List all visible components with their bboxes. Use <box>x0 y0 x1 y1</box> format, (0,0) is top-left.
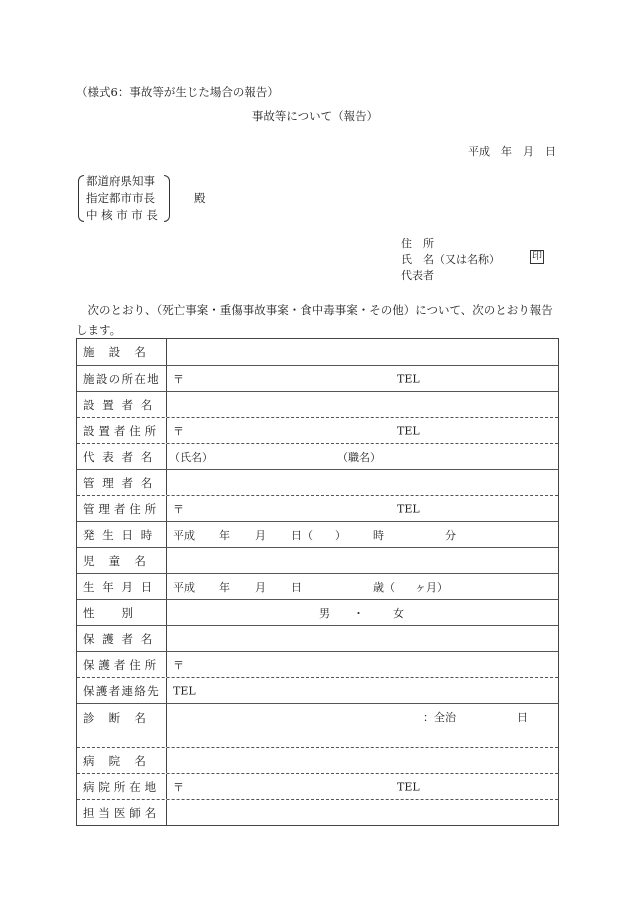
label-char: 所 <box>121 371 133 386</box>
label-char: 当 <box>98 805 110 820</box>
field-label <box>77 418 167 443</box>
label-char: 理 <box>98 501 110 516</box>
table-row <box>77 799 558 825</box>
label-char: 住 <box>129 501 141 516</box>
table-row <box>77 469 558 495</box>
field-value-hint: （氏名） <box>169 450 213 464</box>
label-char: 住 <box>129 657 141 672</box>
field-label-text <box>83 553 160 569</box>
field-value-input[interactable] <box>167 339 558 365</box>
field-value-input[interactable] <box>167 678 558 703</box>
field-value-hint: 平成 <box>173 580 195 594</box>
field-label <box>77 392 167 417</box>
label-char: 地 <box>144 779 157 794</box>
table-row <box>77 703 558 747</box>
field-value-input[interactable] <box>167 522 558 547</box>
field-value-input[interactable] <box>167 748 558 773</box>
field-value-hint: TEL <box>397 780 420 793</box>
label-char: 童 <box>108 553 121 568</box>
field-label <box>77 652 167 677</box>
field-label-text <box>83 423 160 439</box>
table-row <box>77 521 558 547</box>
label-char: 保 <box>83 657 95 672</box>
field-label-text <box>83 753 160 769</box>
field-value-hint: 年 <box>219 528 230 542</box>
recipient-line: 中核市市長 <box>86 208 162 222</box>
field-value-hint: 時 <box>373 528 384 542</box>
field-value-hint: TEL <box>397 372 420 385</box>
table-row <box>77 547 558 573</box>
field-value-hint: 〒 <box>173 780 184 794</box>
field-value-input[interactable] <box>167 470 558 495</box>
label-char: 先 <box>147 683 159 698</box>
field-label-text <box>83 657 160 673</box>
label-char: 者 <box>108 683 121 698</box>
label-char: 設 <box>83 397 95 412</box>
field-label <box>77 522 167 547</box>
label-char: 設 <box>83 423 95 438</box>
field-value-input[interactable] <box>167 704 558 747</box>
field-value-hint: 月 <box>255 528 266 542</box>
label-char: 名 <box>134 345 146 359</box>
label-char: 住 <box>129 423 141 438</box>
label-char: 所 <box>144 657 157 672</box>
label-char: 名 <box>144 805 157 820</box>
label-char: 院 <box>98 779 110 794</box>
label-char: 名 <box>134 553 146 568</box>
field-label-text <box>83 779 160 795</box>
label-char: 生 <box>102 527 114 542</box>
label-char: 担 <box>83 805 95 820</box>
label-char: 所 <box>144 423 157 438</box>
field-label <box>77 496 167 521</box>
label-char: 施 <box>83 371 95 386</box>
field-value-hint: ・ <box>353 606 364 620</box>
field-label <box>77 444 167 469</box>
label-char: 性 <box>83 605 95 620</box>
field-value-input[interactable] <box>167 626 558 651</box>
field-value-input[interactable] <box>167 574 558 599</box>
field-label <box>77 774 167 799</box>
label-char: 名 <box>140 475 153 490</box>
label-char: 名 <box>140 449 153 464</box>
field-label <box>77 366 167 391</box>
field-value-hint: TEL <box>173 684 196 697</box>
document-title: 事故等について（報告） <box>251 109 379 123</box>
field-value-hint: 〒 <box>173 372 184 386</box>
label-char: 名 <box>140 397 153 412</box>
field-value-hint: 男 <box>319 606 330 620</box>
label-char: 在 <box>134 371 146 386</box>
field-value-input[interactable] <box>167 774 558 799</box>
field-value-input[interactable] <box>167 600 558 625</box>
label-char: 日 <box>121 527 133 542</box>
label-char: 者 <box>121 475 133 490</box>
form-number-label: （様式6：事故等が生じた場合の報告） <box>76 85 279 99</box>
label-char: 者 <box>121 449 133 464</box>
label-char: 断 <box>108 711 121 725</box>
label-char: 保 <box>83 631 95 646</box>
field-label <box>77 470 167 495</box>
label-char: 護 <box>95 683 108 698</box>
label-char: 年 <box>102 579 114 594</box>
seal-mark: 印 <box>532 251 542 262</box>
recipient-line: 指定都市市長 <box>86 191 155 205</box>
label-char: 者 <box>113 423 126 438</box>
sender-address-label: 住 所 <box>401 237 434 250</box>
field-value-hint: TEL <box>397 424 420 437</box>
field-label-text <box>83 475 160 491</box>
label-char: 施 <box>83 345 95 359</box>
field-label-text <box>83 605 160 621</box>
table-row <box>77 625 558 651</box>
field-label-text <box>83 449 160 465</box>
label-char: 所 <box>144 501 157 516</box>
label-char: 所 <box>113 779 126 794</box>
field-value-hint: 月 <box>255 580 266 594</box>
label-char: 月 <box>121 579 133 594</box>
intro-paragraph: 次のとおり、（死亡事案・重傷事故事案・食中毒事案・その他）について、次のとおり報告します。 <box>76 303 553 337</box>
field-label-text <box>83 683 160 699</box>
table-row <box>77 391 558 417</box>
label-char: 発 <box>83 527 95 542</box>
field-value-hint: 年 <box>219 580 230 594</box>
label-char: 設 <box>95 371 108 386</box>
field-value-input[interactable] <box>167 444 558 469</box>
table-row <box>77 365 558 391</box>
field-value-hint: 女 <box>393 606 404 620</box>
field-label-text <box>83 710 160 726</box>
table-row <box>77 495 558 521</box>
report-form-table <box>76 338 559 826</box>
label-char: 病 <box>83 779 95 794</box>
label-char: 代 <box>83 449 95 464</box>
table-row <box>77 651 558 677</box>
recipient-bracket <box>78 173 170 224</box>
report-date: 平成 年 月 日 <box>468 145 556 158</box>
label-char: 者 <box>113 657 126 672</box>
recipient-block <box>78 173 170 224</box>
field-label-text <box>83 579 160 595</box>
field-value-input[interactable] <box>167 800 558 825</box>
label-char: 地 <box>147 371 159 386</box>
field-label <box>77 339 167 365</box>
label-char: 連 <box>121 683 133 698</box>
field-value-input[interactable] <box>167 418 558 443</box>
table-row <box>77 417 558 443</box>
recipient-line: 都道府県知事 <box>86 174 155 188</box>
label-char: 護 <box>102 631 114 646</box>
label-char: 病 <box>83 753 95 768</box>
label-char: 師 <box>129 805 141 820</box>
field-value-hint: 〒 <box>173 502 184 516</box>
field-label <box>77 800 167 825</box>
field-label-text <box>83 501 160 517</box>
label-char: 置 <box>98 423 110 438</box>
field-label-text <box>83 371 160 387</box>
field-label <box>77 626 167 651</box>
table-row <box>77 773 558 799</box>
field-value-input[interactable] <box>167 496 558 521</box>
table-row <box>77 573 558 599</box>
field-value-input[interactable] <box>167 392 558 417</box>
honorific: 殿 <box>194 191 206 205</box>
sender-block <box>401 236 500 284</box>
label-char: 理 <box>102 475 114 490</box>
field-value-hint: 分 <box>445 528 456 542</box>
field-label <box>77 704 167 747</box>
field-value-hint: 〒 <box>173 424 184 438</box>
label-char: 名 <box>140 631 153 646</box>
field-label <box>77 548 167 573</box>
label-char: 設 <box>108 345 121 359</box>
field-label-text <box>83 805 160 821</box>
label-char: 診 <box>83 711 95 725</box>
label-char: 児 <box>83 553 95 568</box>
field-value-hint: ：全治 <box>423 711 456 724</box>
field-value-hint: TEL <box>397 502 420 515</box>
field-label-text <box>83 631 160 647</box>
field-value-hint: 平成 <box>173 528 195 542</box>
field-value-input[interactable] <box>167 548 558 573</box>
field-value-input[interactable] <box>167 366 558 391</box>
table-row <box>77 747 558 773</box>
field-label-text <box>83 397 160 413</box>
field-value-hint: 日 <box>517 711 528 724</box>
sender-representative-label: 代表者 <box>401 269 434 282</box>
field-value-hint: 日 <box>291 580 302 594</box>
field-label <box>77 678 167 703</box>
label-char: 者 <box>121 631 133 646</box>
label-char: 在 <box>129 779 141 794</box>
label-char: の <box>108 371 121 386</box>
field-label <box>77 574 167 599</box>
field-value-hint: 歳（ <box>373 580 395 594</box>
label-char: 院 <box>108 753 121 768</box>
label-char: 護 <box>98 657 110 672</box>
label-char: 保 <box>83 683 95 698</box>
field-value-hint: ヶ月） <box>415 580 448 594</box>
table-row <box>77 599 558 625</box>
field-value-input[interactable] <box>167 652 558 677</box>
sender-name-label: 氏 名（又は名称） <box>401 253 500 266</box>
field-value-hint: （職名） <box>337 450 381 464</box>
label-char: 管 <box>83 501 95 516</box>
label-char: 時 <box>140 527 153 542</box>
field-label-text <box>83 344 160 360</box>
table-row <box>77 443 558 469</box>
field-label <box>77 748 167 773</box>
label-char: 生 <box>83 579 95 594</box>
label-char: 名 <box>134 753 146 768</box>
label-char: 置 <box>102 397 114 412</box>
label-char: 管 <box>83 475 95 490</box>
label-char: 日 <box>140 579 153 594</box>
label-char: 者 <box>113 501 126 516</box>
table-row <box>77 339 558 365</box>
table-row <box>77 677 558 703</box>
label-char: 別 <box>121 605 133 620</box>
field-value-hint: 〒 <box>173 658 184 672</box>
label-char: 表 <box>102 449 114 464</box>
label-char: 絡 <box>134 683 146 698</box>
field-label <box>77 600 167 625</box>
field-value-hint: 日（ ） <box>291 528 346 542</box>
label-char: 名 <box>134 711 146 725</box>
field-label-text <box>83 527 160 543</box>
label-char: 医 <box>113 805 126 820</box>
label-char: 者 <box>121 397 133 412</box>
